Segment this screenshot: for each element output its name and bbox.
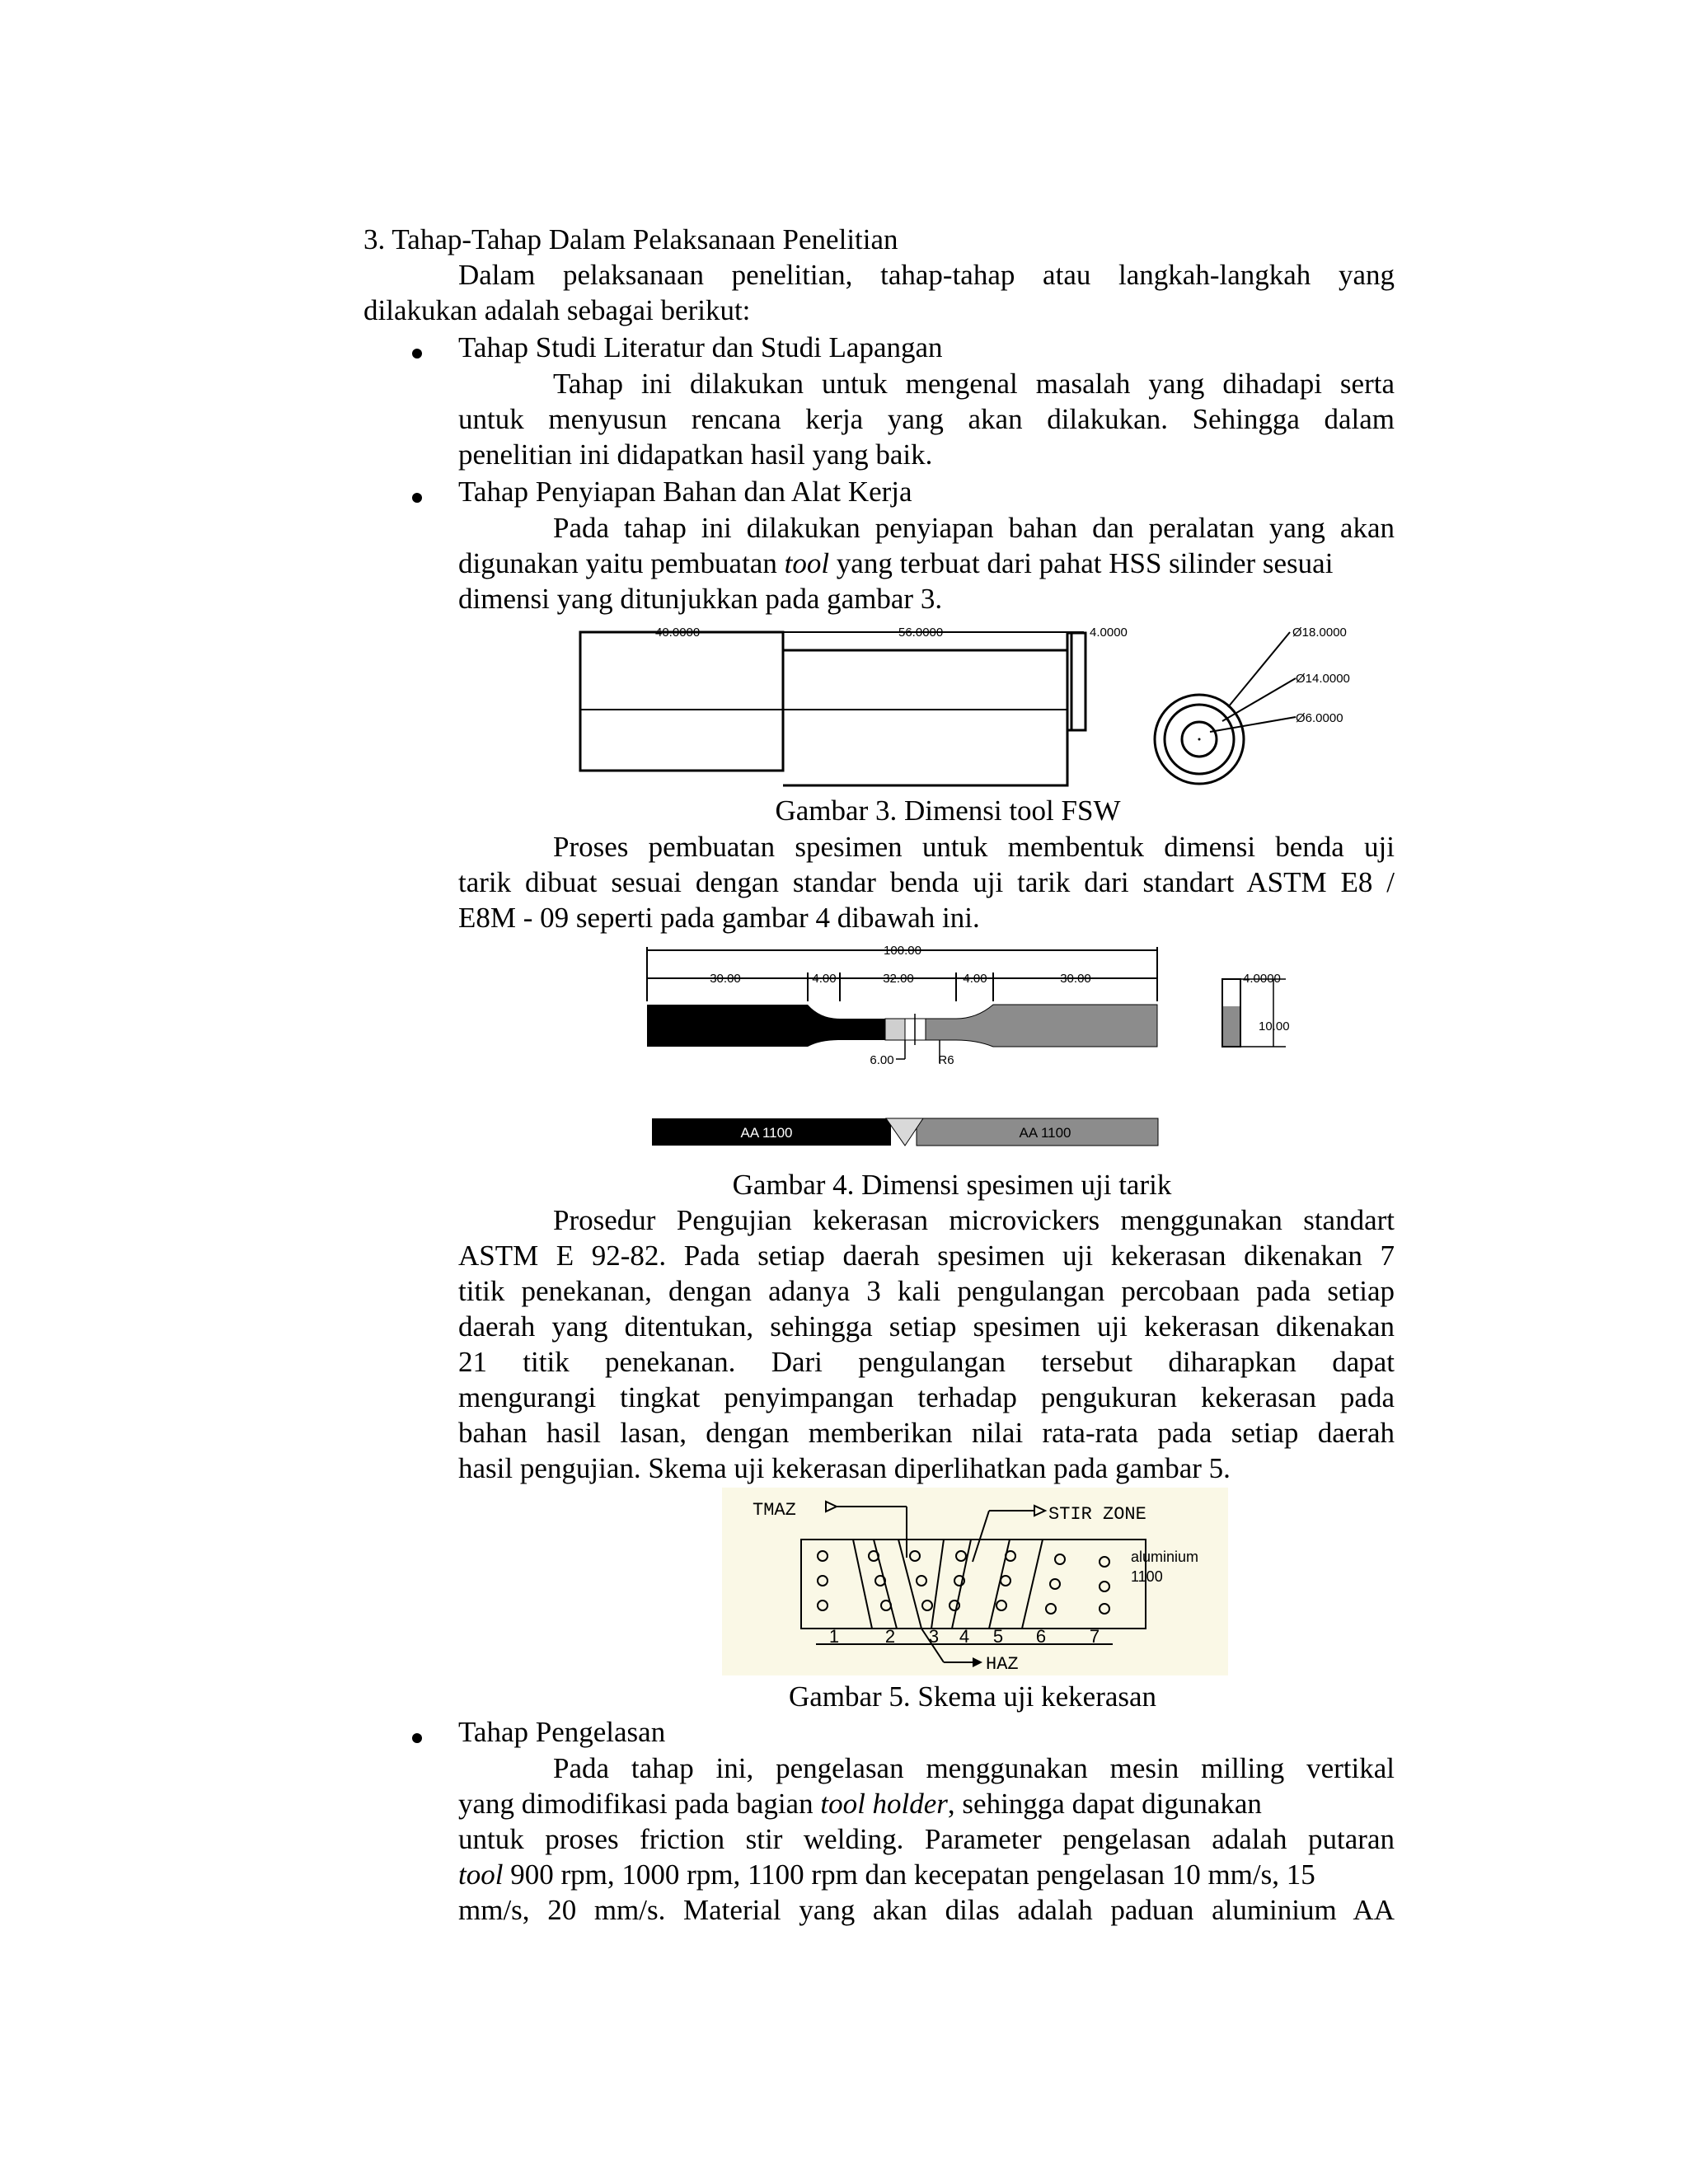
dim-label: Ø18.0000: [1292, 626, 1347, 640]
dim-label: 32.00: [883, 972, 914, 986]
paragraph-line: daerah yang ditentukan, sehingga setiap spesimen uji kekerasan dikenakan: [458, 1310, 1395, 1343]
dim-label: Ø14.0000: [1296, 672, 1350, 686]
paragraph-line: [458, 1858, 1395, 1892]
dim-label: 56.0000: [898, 626, 944, 640]
zone-number: 6: [1035, 1626, 1047, 1647]
paragraph-line: Prosedur Pengujian kekerasan microvickers menggunakan standart: [553, 1204, 1395, 1236]
paragraph-line: tarik dibuat sesuai dengan standar benda uji tarik dari standart ASTM E8 /: [458, 866, 1395, 898]
item-title: Tahap Studi Literatur dan Studi Lapangan: [458, 331, 943, 363]
dim-label: 4.00: [812, 972, 837, 986]
paragraph-line: dimensi yang ditunjukkan pada gambar 3.: [458, 583, 943, 615]
paragraph-line: mengurangi tingkat penyimpangan terhadap pengukuran kekerasan pada: [458, 1381, 1395, 1413]
zone-number: 3: [928, 1626, 940, 1647]
dim-label: 4.0000: [1090, 626, 1128, 640]
dim-label: 30.00: [1060, 972, 1091, 986]
italic-term: tool holder: [820, 1788, 948, 1820]
material-label: aluminium: [1131, 1549, 1199, 1565]
text-run: yang terbuat dari pahat HSS silinder sesuai: [829, 547, 1334, 579]
paragraph-line: penelitian ini didapatkan hasil yang baik.: [458, 438, 933, 471]
dim-label: 10.00: [1259, 1019, 1290, 1033]
paragraph-line: Pada tahap ini dilakukan penyiapan bahan dan peralatan yang akan: [553, 512, 1395, 544]
paragraph-line: untuk menyusun rencana kerja yang akan dilakukan. Sehingga dalam: [458, 403, 1395, 435]
figure-4-caption: Gambar 4. Dimensi spesimen uji tarik: [732, 1169, 1172, 1201]
paragraph-line: ASTM E 92-82. Pada setiap daerah spesimen uji kekerasan dikenakan 7: [458, 1240, 1395, 1272]
italic-term: tool: [784, 547, 830, 579]
bullet-icon: [412, 1733, 422, 1743]
zone-number: 1: [828, 1626, 840, 1647]
dim-label: 6.00: [870, 1053, 894, 1067]
intro-line: dilakukan adalah sebagai berikut:: [363, 294, 751, 326]
paragraph-line: 21 titik penekanan. Dari pengulangan tersebut diharapkan dapat: [458, 1346, 1395, 1378]
dim-label: 4.0000: [1243, 972, 1281, 986]
paragraph-line: Tahap ini dilakukan untuk mengenal masalah yang dihadapi serta: [553, 368, 1395, 400]
material-label: AA 1100: [1019, 1125, 1071, 1141]
item-title: Tahap Pengelasan: [458, 1716, 666, 1748]
tmaz-label: TMAZ: [753, 1500, 796, 1521]
text-run: , sehingga dapat digunakan: [947, 1788, 1262, 1820]
material-label: AA 1100: [740, 1125, 793, 1141]
item-title: Tahap Penyiapan Bahan dan Alat Kerja: [458, 476, 912, 508]
paragraph-line: untuk proses friction stir welding. Parameter pengelasan adalah putaran: [458, 1823, 1395, 1855]
paragraph-line: bahan hasil lasan, dengan memberikan nilai rata-rata pada setiap daerah: [458, 1417, 1395, 1449]
italic-term: tool: [458, 1858, 504, 1891]
dim-label: 40.0000: [655, 626, 701, 640]
text-run: digunakan yaitu pembuatan: [458, 547, 785, 579]
dim-label: Ø6.0000: [1296, 711, 1343, 725]
zone-number: 5: [992, 1626, 1004, 1647]
dim-label: 4.00: [963, 972, 987, 986]
figure-3-caption: Gambar 3. Dimensi tool FSW: [775, 794, 1121, 827]
material-label: 1100: [1131, 1568, 1163, 1585]
figure-5-caption: Gambar 5. Skema uji kekerasan: [788, 1680, 1157, 1713]
paragraph-line: Proses pembuatan spesimen untuk membentuk dimensi benda uji: [553, 831, 1395, 863]
stir-zone-label: STIR ZONE: [1048, 1504, 1146, 1525]
haz-label: HAZ: [986, 1654, 1019, 1675]
dim-label: R6: [938, 1053, 954, 1067]
dim-label: 100.00: [884, 944, 921, 958]
intro-line: Dalam pelaksanaan penelitian, tahap-tahap atau langkah-langkah yang: [458, 259, 1395, 291]
section-heading: 3. Tahap-Tahap Dalam Pelaksanaan Penelitian: [363, 223, 898, 255]
paragraph-line: mm/s, 20 mm/s. Material yang akan dilas adalah paduan aluminium AA: [458, 1894, 1395, 1926]
zone-number: 7: [1089, 1626, 1100, 1647]
paragraph-line: E8M - 09 seperti pada gambar 4 dibawah ini.: [458, 902, 980, 934]
text-run: yang dimodifikasi pada bagian: [458, 1788, 821, 1820]
paragraph-line: titik penekanan, dengan adanya 3 kali pengulangan percobaan pada setiap: [458, 1275, 1395, 1307]
text-run: 900 rpm, 1000 rpm, 1100 rpm dan kecepatan pengelasan 10 mm/s, 15: [503, 1858, 1315, 1891]
dim-label: 30.00: [710, 972, 741, 986]
paragraph-line: hasil pengujian. Skema uji kekerasan diperlihatkan pada gambar 5.: [458, 1452, 1231, 1484]
paragraph-line: [458, 1787, 1395, 1821]
zone-number: 2: [884, 1626, 896, 1647]
paragraph-line: Pada tahap ini, pengelasan menggunakan mesin milling vertikal: [553, 1752, 1395, 1784]
zone-number: 4: [959, 1626, 970, 1647]
